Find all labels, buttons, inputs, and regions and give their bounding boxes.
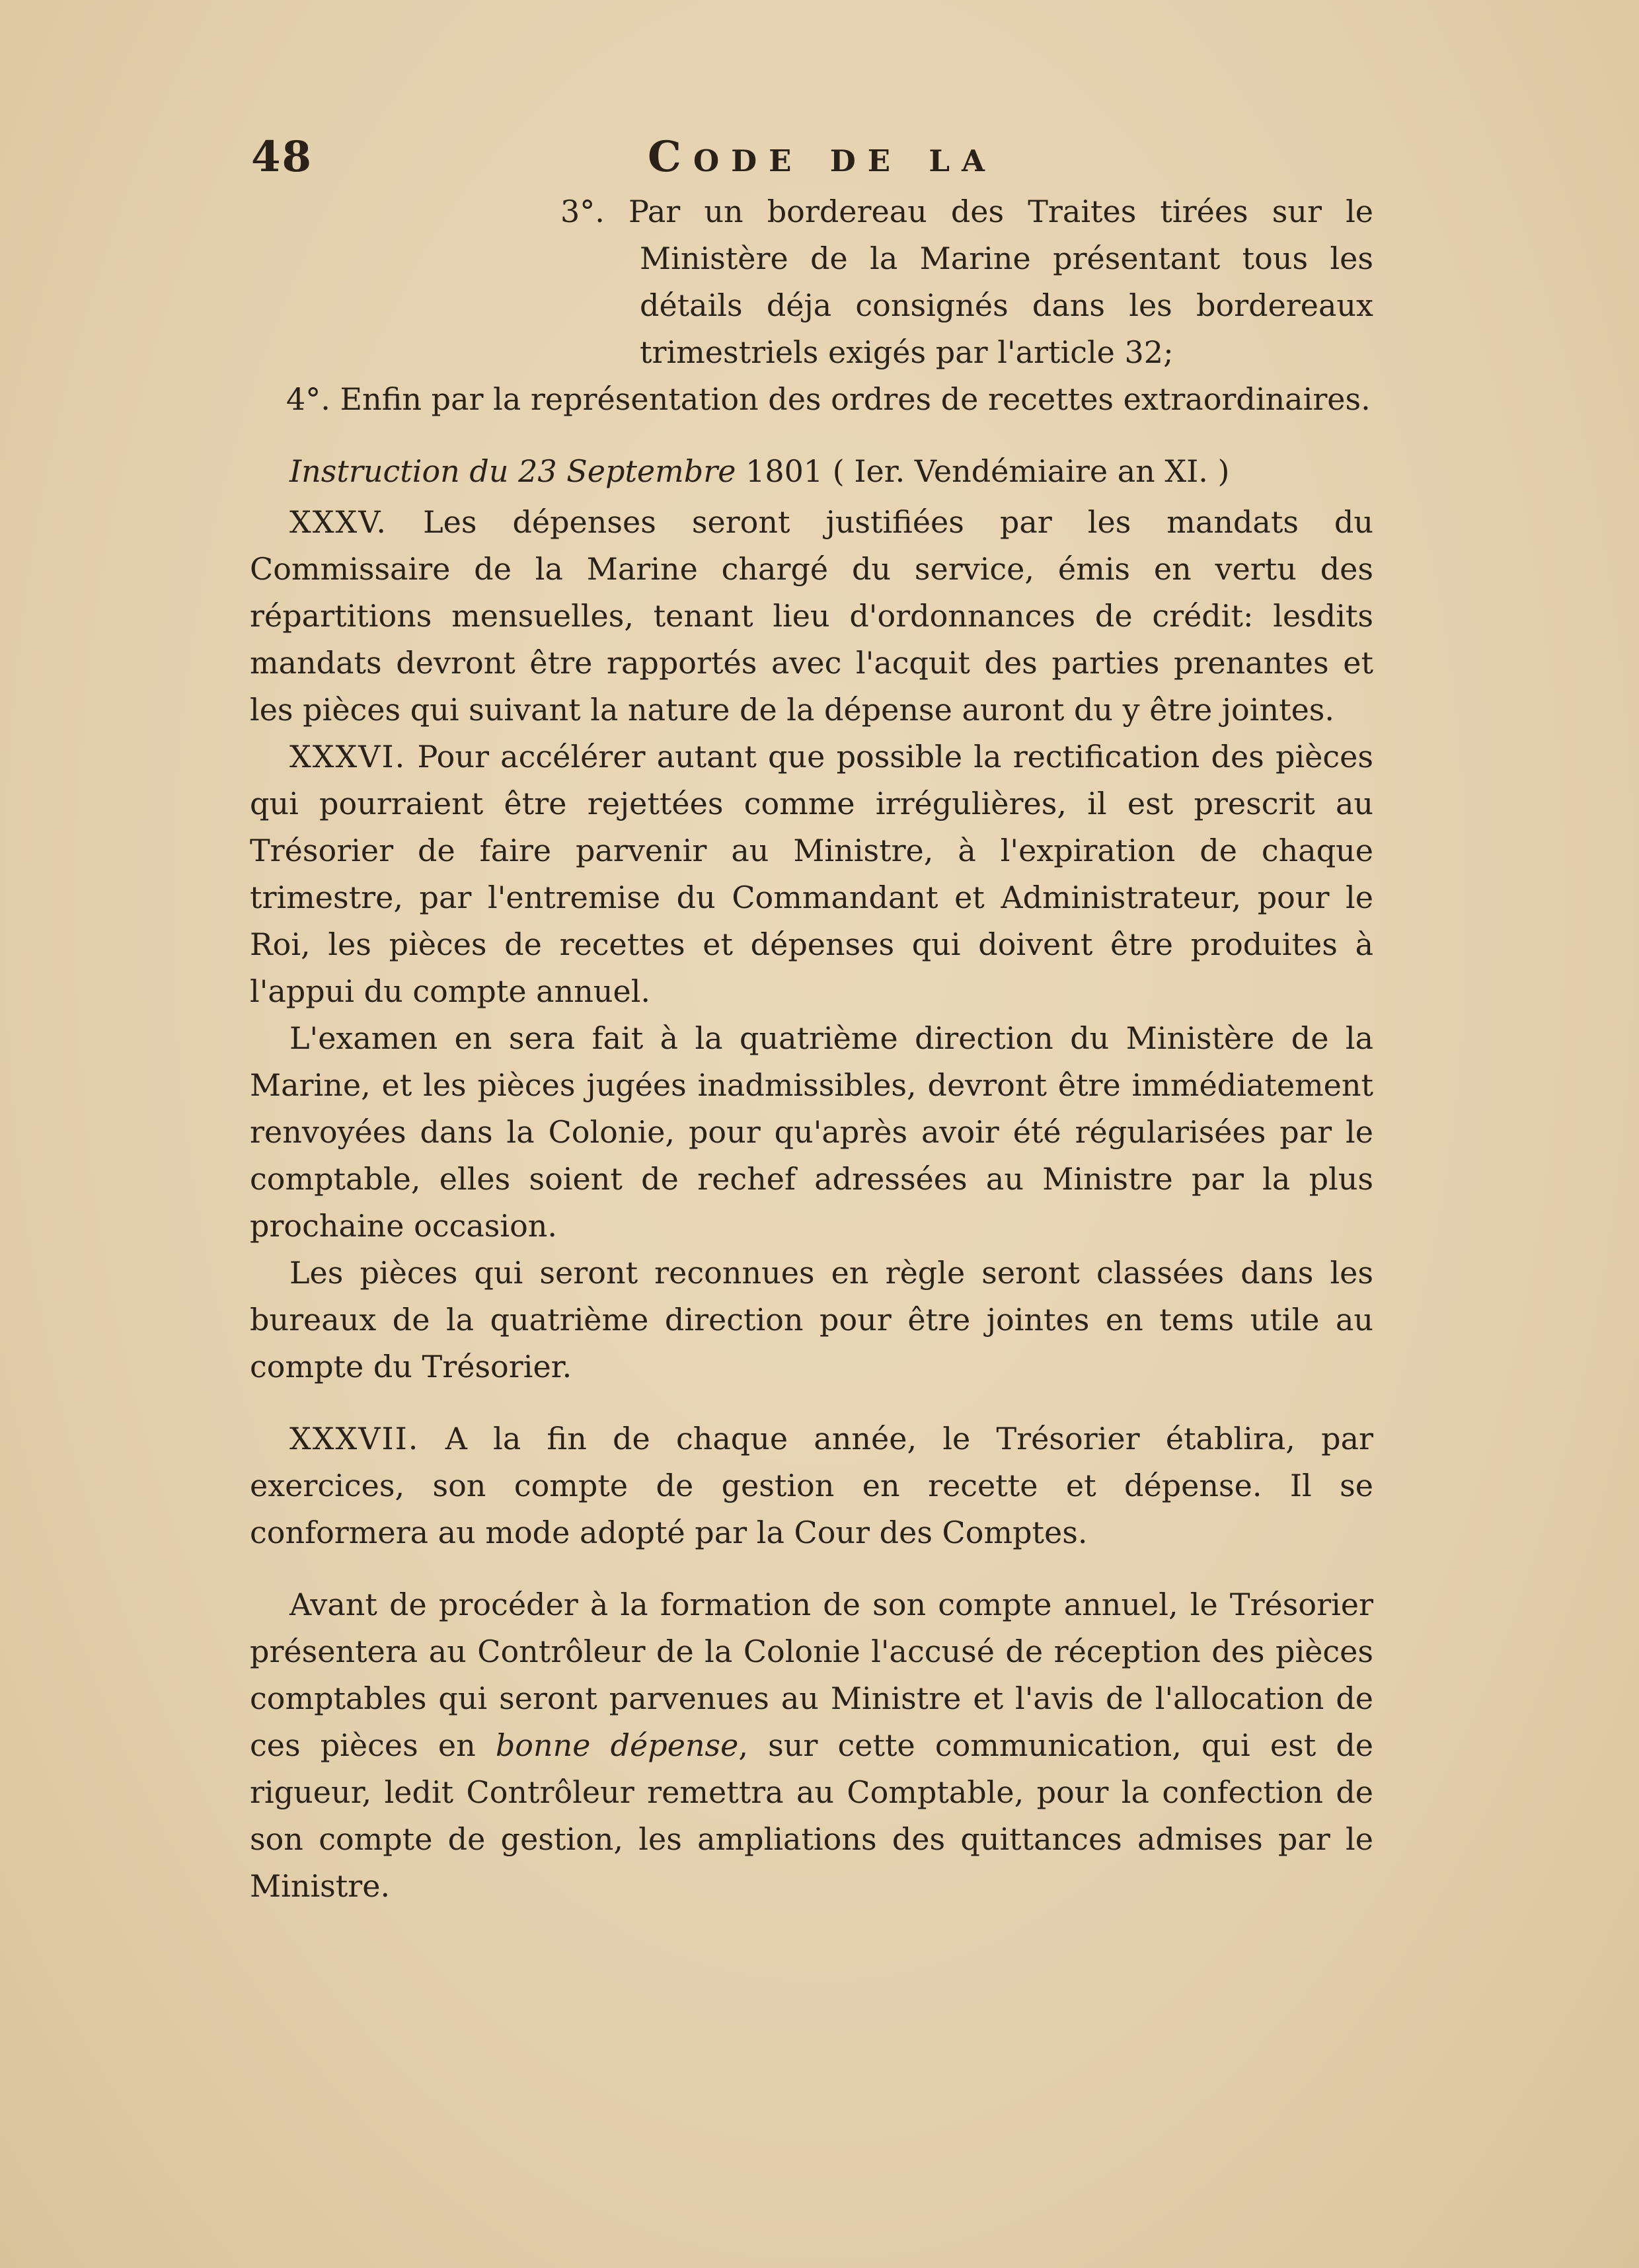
item-3-text: Par un bordereau des Traites tirées sur le Ministère de la Marine présentant tous les détails déja consignés dans les bordereaux trimestriels exigés par l'article 32; — [628, 194, 1373, 370]
article-xxxvi-numeral: XXXVI. — [289, 739, 406, 775]
article-xxxvii-paragraph-2 — [250, 1581, 1373, 1910]
article-xxxvii-numeral: XXXVII. — [289, 1421, 420, 1456]
page-number: 48 — [251, 132, 313, 182]
article-xxxv-text: Les dépenses seront justifiées par les mandats du Commissaire de la Marine chargé du service, émis en vertu des répartitions mensuelles, tenant lieu d'ordonnances de crédit: lesdits mandats devront être rapportés avec l'acquit des parties prenantes et les pièces qui suivant la nature de la dépense auront du y être jointes. — [250, 504, 1374, 728]
article-xxxv-numeral: XXXV. — [289, 504, 388, 540]
page-header — [251, 132, 1375, 185]
instruction-title: Instruction du 23 Septembre — [289, 453, 736, 489]
article-xxxvi-paragraph-3: Les pièces qui seront reconnues en règle seront classées dans les bureaux de la quatrième direction pour être jointes en tems utile au compte du Trésorier. — [250, 1255, 1373, 1384]
list-item-4 — [250, 376, 1373, 423]
article-xxxvi — [250, 734, 1373, 1015]
body-text — [250, 188, 1373, 1910]
article-xxxvii — [250, 1416, 1373, 1556]
instruction-date: 1801 ( Ier. Vendémiaire an XI. ) — [745, 453, 1230, 489]
article-xxxvi-text: Pour accélérer autant que possible la rectification des pièces qui pourraient être rejettées comme irrégulières, il est prescrit au Trésorier de faire parvenir au Ministre, à l'expiration de chaque trimestre, par l'entremise du Commandant et Administrateur, pour le Roi, les pièces de recettes et dépenses qui doivent être produites à l'appui du compte annuel. — [250, 739, 1373, 1009]
item-3-number: 3°. — [560, 194, 605, 229]
article-xxxvii-text: A la fin de chaque année, le Trésorier établira, par exercices, son compte de gestion en recette et dépense. Il se conformera au mode adopté par la Cour des Comptes. — [250, 1421, 1373, 1550]
paragraph-2-end: , sur cette communication, qui est de rigueur, ledit Contrôleur remettra au Comptable, pour la confection de son compte de gestion, les ampliations des quittances admises par le Ministre. — [250, 1727, 1373, 1904]
list-item-3 — [250, 188, 1373, 376]
item-4-number: 4°. — [286, 381, 330, 417]
article-xxxvi-paragraph-2: L'examen en sera fait à la quatrième direction du Ministère de la Marine, et les pièces jugées inadmissibles, devront être immédiatement renvoyées dans la Colonie, pour qu'après avoir été régularisées par le comptable, elles soient de rechef adressées au Ministre par la plus prochaine occasion. — [250, 1020, 1373, 1244]
article-xxxv — [250, 499, 1373, 734]
paragraph-2-start: Avant de procéder à la formation de son compte annuel, le Trésorier présentera au Contrôleur de la Colonie l'accusé de réception des pièces comptables qui seront parvenues au Ministre et l'avis de l'allocation de ces pièces en — [250, 1587, 1373, 1763]
instruction-heading — [250, 448, 1373, 495]
running-title: Code de la — [648, 132, 997, 182]
item-4-text: Enfin par la représentation des ordres de recettes extraordinaires. — [340, 381, 1371, 417]
emphasis-bonne-depense: bonne dépense — [495, 1727, 739, 1763]
